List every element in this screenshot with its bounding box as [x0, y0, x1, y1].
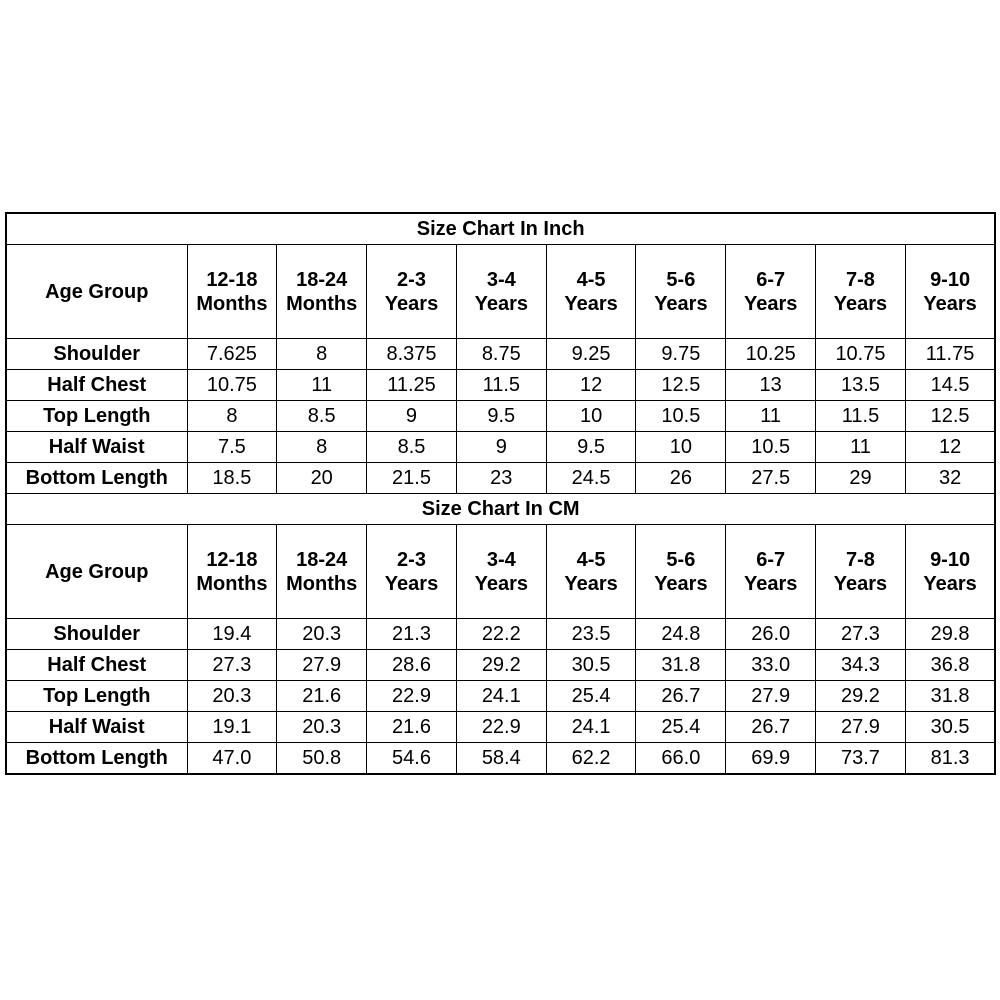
measurement-value: 22.9	[367, 681, 457, 712]
age-group-column-header: 4-5 Years	[546, 525, 636, 619]
measurement-value: 21.5	[367, 463, 457, 494]
measurement-value: 29.2	[456, 650, 546, 681]
age-group-column-header: 9-10 Years	[905, 245, 995, 339]
age-group-column-header: 18-24 Months	[277, 525, 367, 619]
measurement-value: 27.9	[816, 712, 906, 743]
measurement-value: 26	[636, 463, 726, 494]
age-group-column-header: 6-7 Years	[726, 245, 816, 339]
measurement-value: 10	[546, 401, 636, 432]
measurement-value: 36.8	[905, 650, 995, 681]
measurement-row	[6, 650, 995, 681]
age-group-column-header: 5-6 Years	[636, 245, 726, 339]
measurement-value: 32	[905, 463, 995, 494]
measurement-value: 8.375	[367, 339, 457, 370]
measurement-value: 19.4	[187, 619, 277, 650]
measurement-label: Shoulder	[6, 339, 187, 370]
age-group-column-header: 12-18 Months	[187, 525, 277, 619]
measurement-value: 69.9	[726, 743, 816, 775]
measurement-value: 29.2	[816, 681, 906, 712]
measurement-value: 8.5	[367, 432, 457, 463]
measurement-value: 30.5	[546, 650, 636, 681]
measurement-value: 81.3	[905, 743, 995, 775]
measurement-value: 11	[816, 432, 906, 463]
age-group-column-header: 3-4 Years	[456, 245, 546, 339]
measurement-value: 10	[636, 432, 726, 463]
measurement-value: 9.5	[456, 401, 546, 432]
measurement-value: 29.8	[905, 619, 995, 650]
measurement-value: 20	[277, 463, 367, 494]
measurement-label: Top Length	[6, 401, 187, 432]
measurement-value: 27.3	[816, 619, 906, 650]
measurement-value: 8	[277, 432, 367, 463]
measurement-value: 24.5	[546, 463, 636, 494]
measurement-value: 24.8	[636, 619, 726, 650]
measurement-value: 50.8	[277, 743, 367, 775]
measurement-value: 21.6	[277, 681, 367, 712]
measurement-value: 23	[456, 463, 546, 494]
measurement-value: 22.9	[456, 712, 546, 743]
measurement-value: 47.0	[187, 743, 277, 775]
age-group-column-header: 7-8 Years	[816, 245, 906, 339]
measurement-label: Half Waist	[6, 432, 187, 463]
measurement-value: 12.5	[905, 401, 995, 432]
measurement-value: 11.75	[905, 339, 995, 370]
age-group-column-header: 7-8 Years	[816, 525, 906, 619]
size-chart-body	[6, 213, 995, 774]
measurement-label: Shoulder	[6, 619, 187, 650]
measurement-value: 73.7	[816, 743, 906, 775]
measurement-value: 22.2	[456, 619, 546, 650]
measurement-value: 8	[187, 401, 277, 432]
measurement-value: 7.625	[187, 339, 277, 370]
measurement-row	[6, 401, 995, 432]
measurement-value: 26.0	[726, 619, 816, 650]
measurement-label: Top Length	[6, 681, 187, 712]
measurement-row	[6, 339, 995, 370]
measurement-value: 34.3	[816, 650, 906, 681]
section-title: Size Chart In Inch	[6, 213, 995, 245]
age-group-header-row	[6, 525, 995, 619]
measurement-value: 29	[816, 463, 906, 494]
measurement-value: 9	[367, 401, 457, 432]
measurement-label: Bottom Length	[6, 463, 187, 494]
measurement-value: 31.8	[905, 681, 995, 712]
age-group-column-header: 9-10 Years	[905, 525, 995, 619]
age-group-column-header: 12-18 Months	[187, 245, 277, 339]
measurement-value: 9.25	[546, 339, 636, 370]
measurement-value: 25.4	[546, 681, 636, 712]
age-group-column-header: 18-24 Months	[277, 245, 367, 339]
measurement-value: 13	[726, 370, 816, 401]
measurement-value: 21.6	[367, 712, 457, 743]
measurement-row	[6, 370, 995, 401]
measurement-value: 8.75	[456, 339, 546, 370]
measurement-value: 7.5	[187, 432, 277, 463]
measurement-value: 25.4	[636, 712, 726, 743]
measurement-value: 10.5	[726, 432, 816, 463]
measurement-label: Bottom Length	[6, 743, 187, 775]
measurement-value: 9	[456, 432, 546, 463]
measurement-value: 27.9	[277, 650, 367, 681]
age-group-header-row	[6, 245, 995, 339]
measurement-value: 24.1	[546, 712, 636, 743]
section-title-row	[6, 213, 995, 245]
measurement-value: 14.5	[905, 370, 995, 401]
measurement-value: 33.0	[726, 650, 816, 681]
measurement-value: 12	[546, 370, 636, 401]
size-chart-table	[5, 212, 996, 775]
measurement-value: 31.8	[636, 650, 726, 681]
measurement-value: 11	[277, 370, 367, 401]
measurement-value: 19.1	[187, 712, 277, 743]
measurement-value: 23.5	[546, 619, 636, 650]
measurement-value: 27.5	[726, 463, 816, 494]
measurement-value: 13.5	[816, 370, 906, 401]
measurement-value: 20.3	[277, 619, 367, 650]
measurement-label: Half Chest	[6, 370, 187, 401]
measurement-row	[6, 619, 995, 650]
measurement-value: 10.25	[726, 339, 816, 370]
measurement-value: 8	[277, 339, 367, 370]
measurement-value: 20.3	[187, 681, 277, 712]
measurement-row	[6, 712, 995, 743]
measurement-value: 54.6	[367, 743, 457, 775]
measurement-value: 9.5	[546, 432, 636, 463]
section-title-row	[6, 494, 995, 525]
measurement-value: 11.5	[816, 401, 906, 432]
measurement-value: 27.3	[187, 650, 277, 681]
measurement-value: 11	[726, 401, 816, 432]
measurement-value: 12.5	[636, 370, 726, 401]
age-group-column-header: 2-3 Years	[367, 245, 457, 339]
measurement-label: Half Chest	[6, 650, 187, 681]
measurement-value: 11.5	[456, 370, 546, 401]
measurement-value: 24.1	[456, 681, 546, 712]
measurement-row	[6, 681, 995, 712]
age-group-column-header: 5-6 Years	[636, 525, 726, 619]
section-title: Size Chart In CM	[6, 494, 995, 525]
measurement-value: 8.5	[277, 401, 367, 432]
measurement-value: 10.75	[187, 370, 277, 401]
measurement-value: 20.3	[277, 712, 367, 743]
age-group-column-header: 6-7 Years	[726, 525, 816, 619]
measurement-value: 27.9	[726, 681, 816, 712]
measurement-row	[6, 432, 995, 463]
measurement-value: 18.5	[187, 463, 277, 494]
measurement-value: 12	[905, 432, 995, 463]
measurement-value: 11.25	[367, 370, 457, 401]
measurement-value: 21.3	[367, 619, 457, 650]
measurement-value: 66.0	[636, 743, 726, 775]
age-group-column-header: 2-3 Years	[367, 525, 457, 619]
age-group-column-header: 3-4 Years	[456, 525, 546, 619]
measurement-value: 26.7	[636, 681, 726, 712]
measurement-row	[6, 743, 995, 775]
measurement-row	[6, 463, 995, 494]
measurement-label: Half Waist	[6, 712, 187, 743]
measurement-value: 10.75	[816, 339, 906, 370]
measurement-value: 26.7	[726, 712, 816, 743]
measurement-value: 28.6	[367, 650, 457, 681]
measurement-value: 58.4	[456, 743, 546, 775]
measurement-value: 30.5	[905, 712, 995, 743]
measurement-value: 62.2	[546, 743, 636, 775]
age-group-column-header: 4-5 Years	[546, 245, 636, 339]
measurement-value: 10.5	[636, 401, 726, 432]
age-group-label: Age Group	[6, 525, 187, 619]
age-group-label: Age Group	[6, 245, 187, 339]
measurement-value: 9.75	[636, 339, 726, 370]
